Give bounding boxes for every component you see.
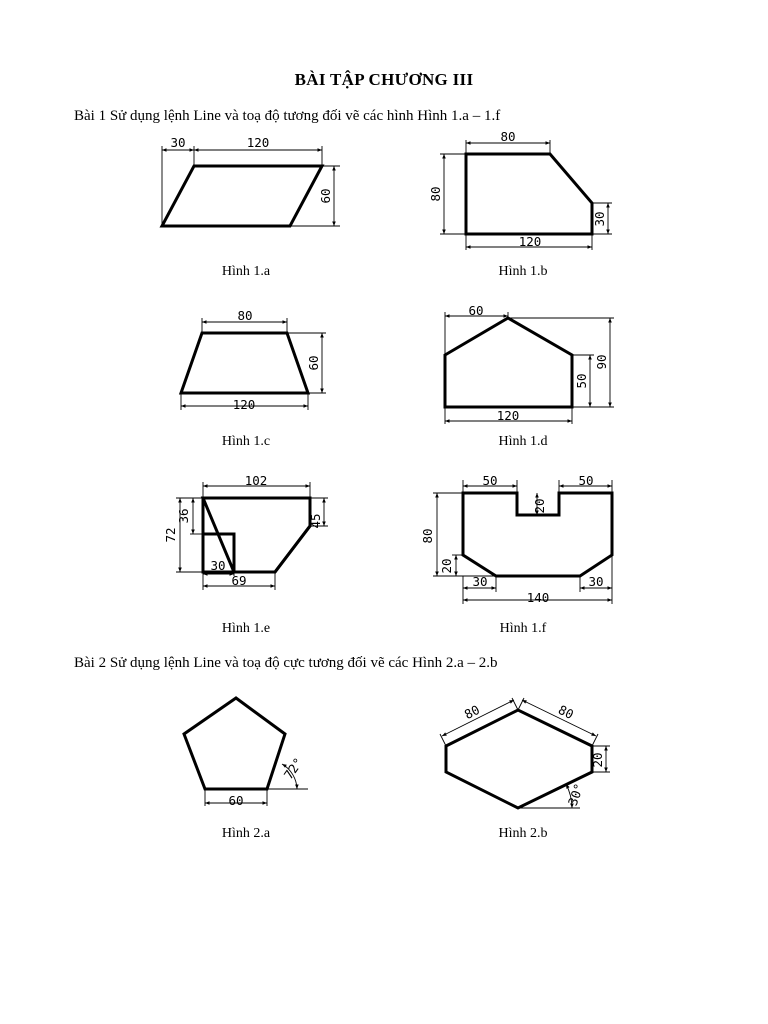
dim-1b-left: 80: [428, 186, 443, 202]
dim-1f-chamfer-left: 30: [472, 574, 488, 589]
figure-1c: [181, 308, 326, 412]
dim-1f-notch: 20: [532, 498, 547, 514]
figure-1d: [445, 303, 614, 424]
figure-1f: [420, 473, 612, 605]
exercise-2-text: Bài 2 Sử dụng lệnh Line và toạ độ cực tương đối vẽ các Hình 2.a – 2.b: [74, 655, 498, 671]
dim-1c-height: 60: [306, 355, 321, 371]
figure-1c-shape: [181, 333, 308, 393]
figure-1a-shape: [162, 166, 322, 226]
figure-1e: [163, 473, 328, 590]
caption-1d: Hình 1.d: [498, 434, 548, 449]
caption-2a: Hình 2.a: [221, 826, 271, 841]
caption-1a: Hình 1.a: [221, 264, 271, 279]
dim-2b-upper-right: 80: [555, 701, 577, 723]
figure-2a: [184, 698, 308, 808]
exercise-1-text: Bài 1 Sử dụng lệnh Line và toạ độ tương đối vẽ các hình Hình 1.a – 1.f: [74, 108, 501, 124]
dim-1c-top: 80: [237, 308, 253, 323]
dim-1d-right-inner: 50: [574, 373, 589, 389]
dim-1e-bottom: 69: [231, 573, 247, 588]
dim-1e-top: 102: [244, 473, 268, 488]
dim-1e-inner-bottom: 30: [210, 558, 226, 573]
dim-2a-angle: 72°: [280, 754, 306, 782]
figure-1d-shape: [445, 318, 572, 407]
dim-1a-height: 60: [318, 188, 333, 204]
caption-2b: Hình 2.b: [498, 826, 548, 841]
dim-1d-top: 60: [468, 303, 484, 318]
dim-2b-upper-left: 80: [461, 701, 483, 723]
dim-2a-bottom: 60: [228, 793, 244, 808]
dim-1d-bottom: 120: [496, 408, 520, 423]
dim-1b-top: 80: [500, 129, 516, 144]
dim-1e-left-upper: 36: [176, 508, 191, 524]
caption-1e: Hình 1.e: [221, 621, 271, 636]
dim-1f-bottom: 140: [526, 590, 550, 605]
dim-1a-top: 120: [246, 135, 270, 150]
dim-1c-bottom: 120: [232, 397, 256, 412]
dim-1b-right: 30: [592, 211, 607, 227]
dim-1f-top-right: 50: [578, 473, 594, 488]
figure-1b-shape: [466, 154, 592, 234]
caption-1f: Hình 1.f: [499, 621, 547, 636]
dim-1a-offset: 30: [170, 135, 186, 150]
figure-1a: [162, 135, 340, 226]
dim-1f-top-left: 50: [482, 473, 498, 488]
figure-2b: [440, 698, 610, 808]
dim-1f-chamfer-height: 20: [439, 558, 454, 574]
caption-1c: Hình 1.c: [221, 434, 271, 449]
dim-2b-right: 20: [590, 752, 605, 768]
dim-1e-left-total: 72: [163, 527, 178, 543]
caption-1b: Hình 1.b: [498, 264, 548, 279]
dim-1f-chamfer-right: 30: [588, 574, 604, 589]
dim-1f-left: 80: [420, 528, 435, 544]
dim-1d-right-total: 90: [594, 354, 609, 370]
figure-2a-shape: [184, 698, 285, 789]
dim-2b-angle: 30°: [564, 781, 587, 808]
page-title: BÀI TẬP CHƯƠNG III: [294, 70, 474, 89]
dim-1e-right: 45: [308, 513, 323, 529]
dim-1b-bottom: 120: [518, 234, 542, 249]
figure-1b: [428, 129, 612, 250]
